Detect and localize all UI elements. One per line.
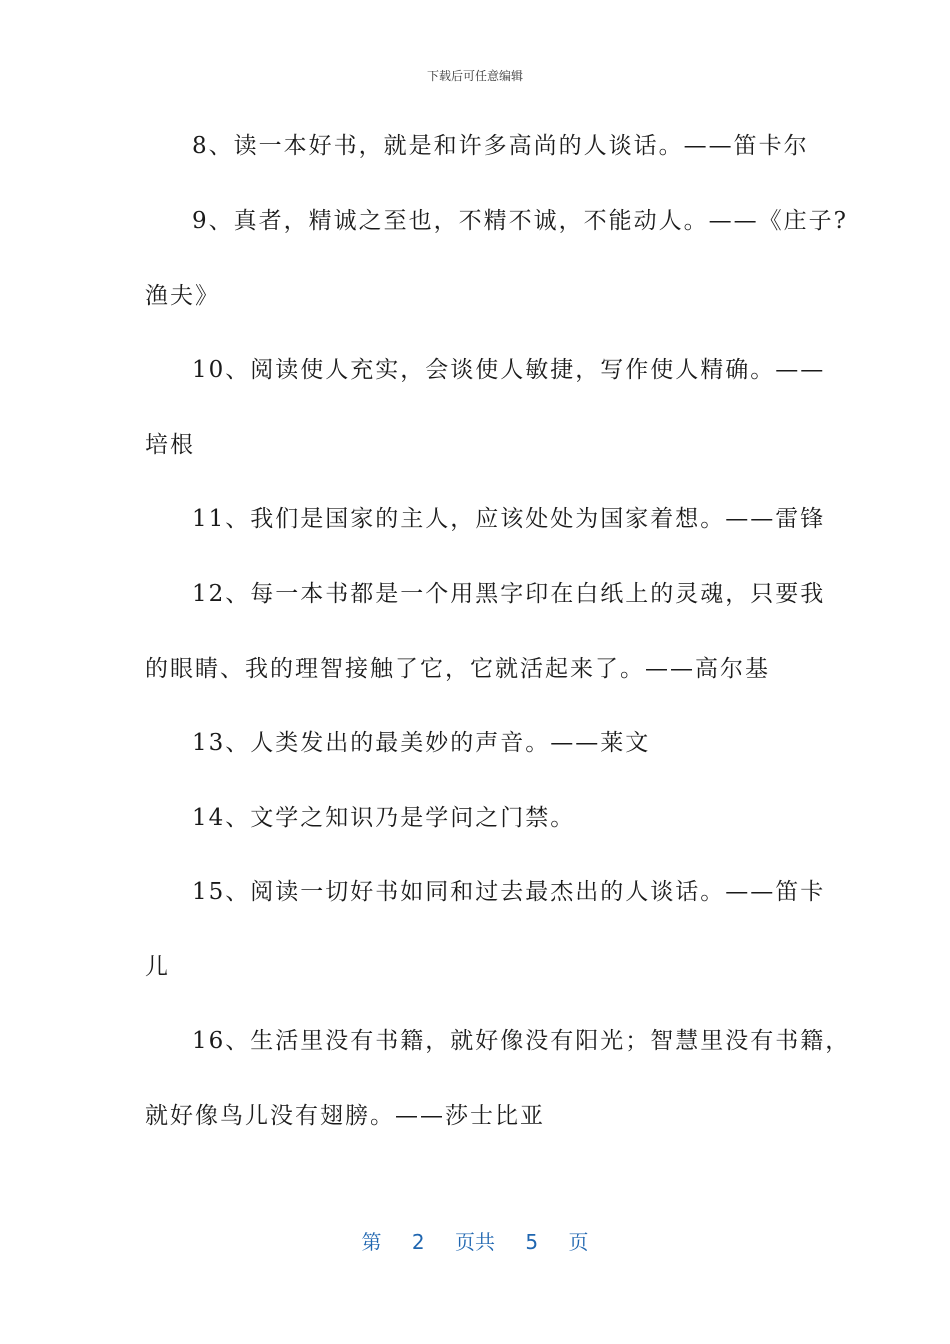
footer-prefix: 第 xyxy=(361,1230,382,1254)
quote-line-14: 14、文学之知识乃是学问之门禁。 xyxy=(192,805,576,831)
quote-line-16: 16、生活里没有书籍，就好像没有阳光；智慧里没有书籍， xyxy=(192,1028,851,1054)
quote-line-12-cont: 的眼睛、我的理智接触了它，它就活起来了。——高尔基 xyxy=(145,656,770,682)
quote-line-9: 9、真者，精诚之至也，不精不诚，不能动人。——《庄子? xyxy=(192,208,848,234)
footer-page-number: 2 xyxy=(411,1230,425,1254)
page-footer xyxy=(0,1226,950,1255)
quote-line-16-cont: 就好像鸟儿没有翅膀。——莎士比亚 xyxy=(145,1103,545,1129)
quote-line-10: 10、阅读使人充实，会谈使人敏捷，写作使人精确。—— xyxy=(192,357,826,383)
quote-line-15-cont: 儿 xyxy=(145,954,170,980)
quote-line-15: 15、阅读一切好书如同和过去最杰出的人谈话。——笛卡 xyxy=(192,879,826,905)
footer-suffix: 页 xyxy=(568,1230,589,1254)
quote-line-12: 12、每一本书都是一个用黑字印在白纸上的灵魂，只要我 xyxy=(192,581,826,607)
quote-line-11: 11、我们是国家的主人，应该处处为国家着想。——雷锋 xyxy=(192,506,826,532)
footer-total-pages: 5 xyxy=(525,1230,539,1254)
quote-line-9-cont: 渔夫》 xyxy=(145,283,220,309)
page-header: 下载后可任意编辑 xyxy=(426,69,523,83)
quote-line-13: 13、人类发出的最美妙的声音。——莱文 xyxy=(192,730,651,756)
quote-line-8: 8、读一本好书，就是和许多高尚的人谈话。——笛卡尔 xyxy=(192,133,809,159)
footer-middle: 页共 xyxy=(455,1230,495,1254)
quote-line-10-cont: 培根 xyxy=(145,432,195,458)
